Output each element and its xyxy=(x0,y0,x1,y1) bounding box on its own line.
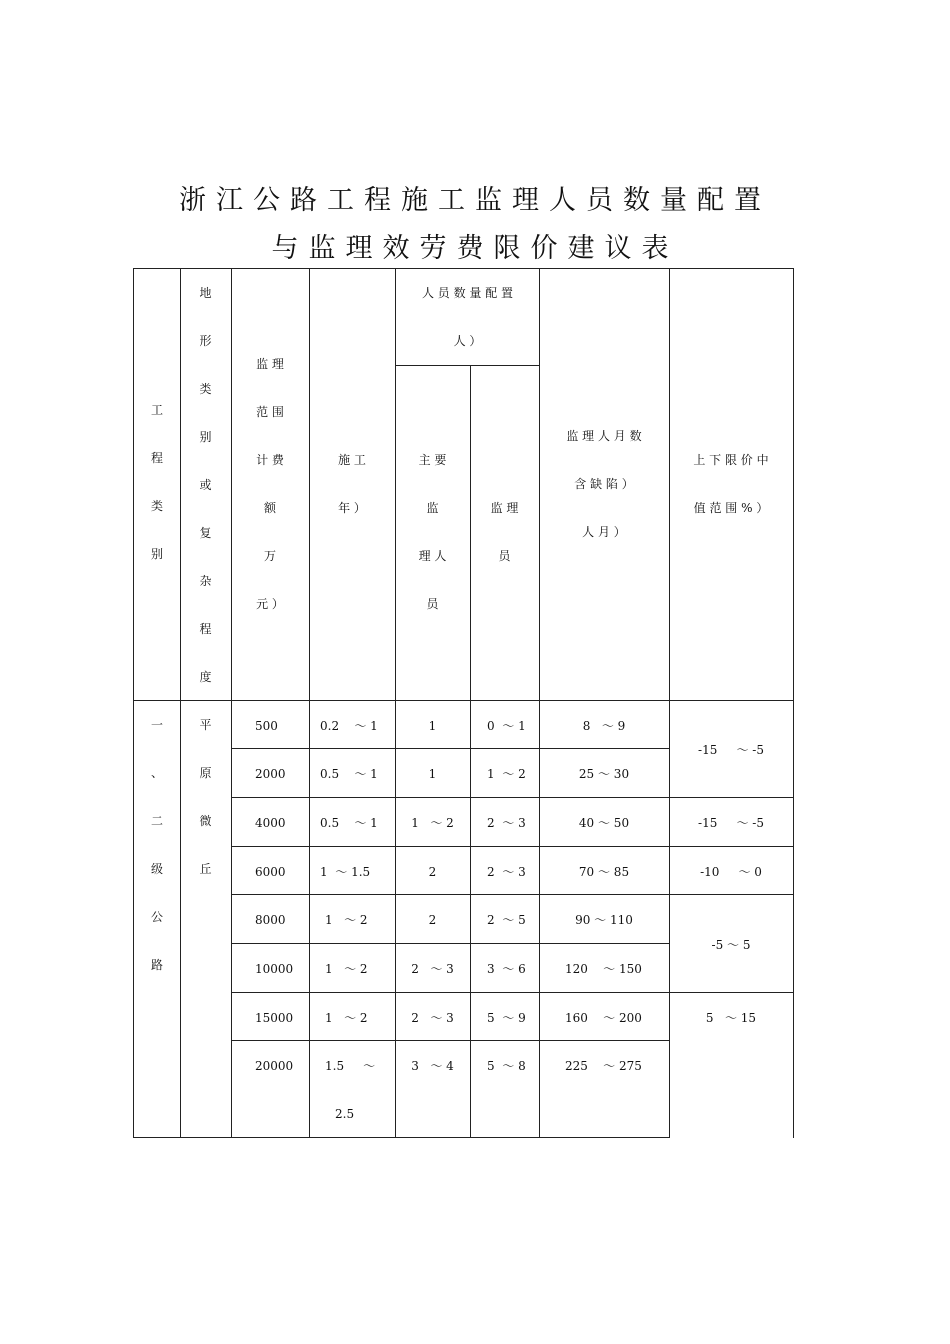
fee-cell: 8000 xyxy=(255,913,286,927)
header-person-months xyxy=(539,430,669,574)
header-bottom-line xyxy=(133,700,794,701)
price-range-cell: 5 ～ 15 xyxy=(705,1011,757,1025)
terrain-cell xyxy=(180,719,231,911)
header-line: 监 理 xyxy=(490,501,519,515)
header-line: 施 工 xyxy=(338,453,366,467)
header-staff-config xyxy=(395,287,540,383)
supervisor-cell: 5 ～ 8 xyxy=(487,1059,526,1073)
months-cell: 160 ～ 200 xyxy=(565,1011,642,1025)
header-line: 员 xyxy=(498,549,511,563)
col-line xyxy=(669,268,670,1138)
row-line xyxy=(231,943,669,944)
col-line xyxy=(309,268,310,1138)
row-line xyxy=(231,846,794,847)
header-char: 别 xyxy=(199,430,212,444)
fee-cell: 20000 xyxy=(255,1059,294,1073)
supervisor-cell: 5 ～ 9 xyxy=(487,1011,526,1025)
row-line xyxy=(231,748,669,749)
header-fee-range xyxy=(231,358,309,646)
header-char: 地 xyxy=(199,286,212,300)
years-cell-line2: 2.5 xyxy=(335,1107,355,1121)
header-char: 度 xyxy=(199,670,212,684)
price-range-cell: -10 ～ 0 xyxy=(700,865,762,879)
terrain-char: 原 xyxy=(199,766,212,780)
header-char: 工 xyxy=(150,403,163,417)
months-cell: 90 ～ 110 xyxy=(575,913,633,927)
header-line: 上 下 限 价 中 xyxy=(693,453,769,467)
supervisor-cell: 0 ～ 1 xyxy=(487,719,526,733)
header-line: 理 人 xyxy=(418,549,447,563)
col-line xyxy=(133,268,134,1138)
header-line: 万 xyxy=(263,549,276,563)
months-cell: 225 ～ 275 xyxy=(565,1059,642,1073)
category-char: 级 xyxy=(150,862,163,876)
header-char: 别 xyxy=(150,547,163,561)
fee-cell: 6000 xyxy=(255,865,286,879)
header-line: 人 员 数 量 配 置 xyxy=(421,286,514,300)
years-cell: 0.5 ～ 1 xyxy=(320,816,378,830)
years-cell: 1 ～ 1.5 xyxy=(320,865,371,879)
years-cell-line1: 1.5 ～ xyxy=(325,1059,376,1073)
terrain-char: 微 xyxy=(199,814,212,828)
header-char: 杂 xyxy=(199,574,212,588)
fee-cell: 15000 xyxy=(255,1011,294,1025)
header-line: 元 ） xyxy=(256,597,284,611)
table-top-border xyxy=(133,268,794,269)
chief-cell: 1 xyxy=(428,719,437,733)
supervisor-cell: 2 ～ 5 xyxy=(487,913,526,927)
header-char: 类 xyxy=(150,499,163,513)
category-char: 公 xyxy=(150,910,163,924)
months-cell: 70 ～ 85 xyxy=(578,865,630,879)
header-char: 复 xyxy=(199,526,212,540)
header-char: 程 xyxy=(199,622,212,636)
table-bottom-border xyxy=(133,1137,670,1138)
chief-cell: 2 ～ 3 xyxy=(411,1011,454,1025)
chief-cell: 3 ～ 4 xyxy=(411,1059,454,1073)
chief-cell: 2 xyxy=(428,913,437,927)
header-char: 程 xyxy=(150,451,163,465)
header-chief-supervisor xyxy=(395,454,470,646)
supervisor-cell: 1 ～ 2 xyxy=(487,767,526,781)
header-line: 主 要 xyxy=(418,453,447,467)
supervisor-cell: 2 ～ 3 xyxy=(487,865,526,879)
chief-cell: 2 ～ 3 xyxy=(411,962,454,976)
months-cell: 40 ～ 50 xyxy=(578,816,630,830)
col-line xyxy=(539,268,540,1138)
row-line xyxy=(231,1040,669,1041)
fee-cell: 10000 xyxy=(255,962,294,976)
years-cell: 0.2 ～ 1 xyxy=(320,719,378,733)
years-cell: 1 ～ 2 xyxy=(325,913,368,927)
category-char: 二 xyxy=(150,814,163,828)
supervisor-cell: 2 ～ 3 xyxy=(487,816,526,830)
fee-cell: 2000 xyxy=(255,767,286,781)
header-line: 额 xyxy=(263,501,276,515)
header-terrain xyxy=(180,287,231,719)
header-line: 人 ） xyxy=(453,334,482,348)
terrain-char: 平 xyxy=(199,718,212,732)
fee-cell: 4000 xyxy=(255,816,286,830)
header-line: 含 缺 陷 ） xyxy=(574,477,634,491)
chief-cell: 1 ～ 2 xyxy=(411,816,454,830)
header-line: 计 费 xyxy=(256,453,284,467)
col-line xyxy=(395,268,396,1138)
years-cell: 0.5 ～ 1 xyxy=(320,767,378,781)
row-line xyxy=(231,894,794,895)
col-line xyxy=(470,365,471,1138)
months-cell: 25 ～ 30 xyxy=(578,767,630,781)
category-cell xyxy=(133,719,181,1007)
header-line: 监 xyxy=(426,501,439,515)
header-char: 或 xyxy=(199,478,212,492)
supervisor-cell: 3 ～ 6 xyxy=(487,962,526,976)
terrain-char: 丘 xyxy=(199,862,212,876)
header-char: 类 xyxy=(199,382,212,396)
header-line: 人 月 ） xyxy=(582,525,626,539)
header-line: 值 范 围 % ） xyxy=(693,501,769,515)
months-cell: 8 ～ 9 xyxy=(582,719,626,733)
header-price-limit xyxy=(669,454,793,550)
years-cell: 1 ～ 2 xyxy=(325,962,368,976)
header-char: 形 xyxy=(199,334,212,348)
years-cell: 1 ～ 2 xyxy=(325,1011,368,1025)
header-supervisor xyxy=(470,502,539,598)
table-right-border xyxy=(793,268,794,1138)
chief-cell: 1 xyxy=(428,767,437,781)
header-construction-years xyxy=(309,454,395,550)
category-char: 、 xyxy=(150,766,163,780)
header-line: 年 ） xyxy=(338,501,366,515)
category-char: 路 xyxy=(150,958,163,972)
price-range-cell: -5 ～ 5 xyxy=(711,938,751,952)
header-line: 员 xyxy=(426,597,439,611)
price-range-cell: -15 ～ -5 xyxy=(698,743,764,757)
fee-cell: 500 xyxy=(255,719,278,733)
page-title-line1: 浙江公路工程施工监理人员数量配置 xyxy=(179,185,771,216)
header-line: 监 理 xyxy=(256,357,284,371)
header-line: 范 围 xyxy=(256,405,284,419)
header-engineering-type xyxy=(133,404,181,596)
row-line xyxy=(231,797,794,798)
price-range-cell: -15 ～ -5 xyxy=(698,816,764,830)
page-title-line2: 与监理效劳费限价建议表 xyxy=(271,233,679,264)
months-cell: 120 ～ 150 xyxy=(565,962,642,976)
category-char: 一 xyxy=(150,718,163,732)
chief-cell: 2 xyxy=(428,865,437,879)
row-line xyxy=(231,992,794,993)
header-line: 监 理 人 月 数 xyxy=(566,429,642,443)
